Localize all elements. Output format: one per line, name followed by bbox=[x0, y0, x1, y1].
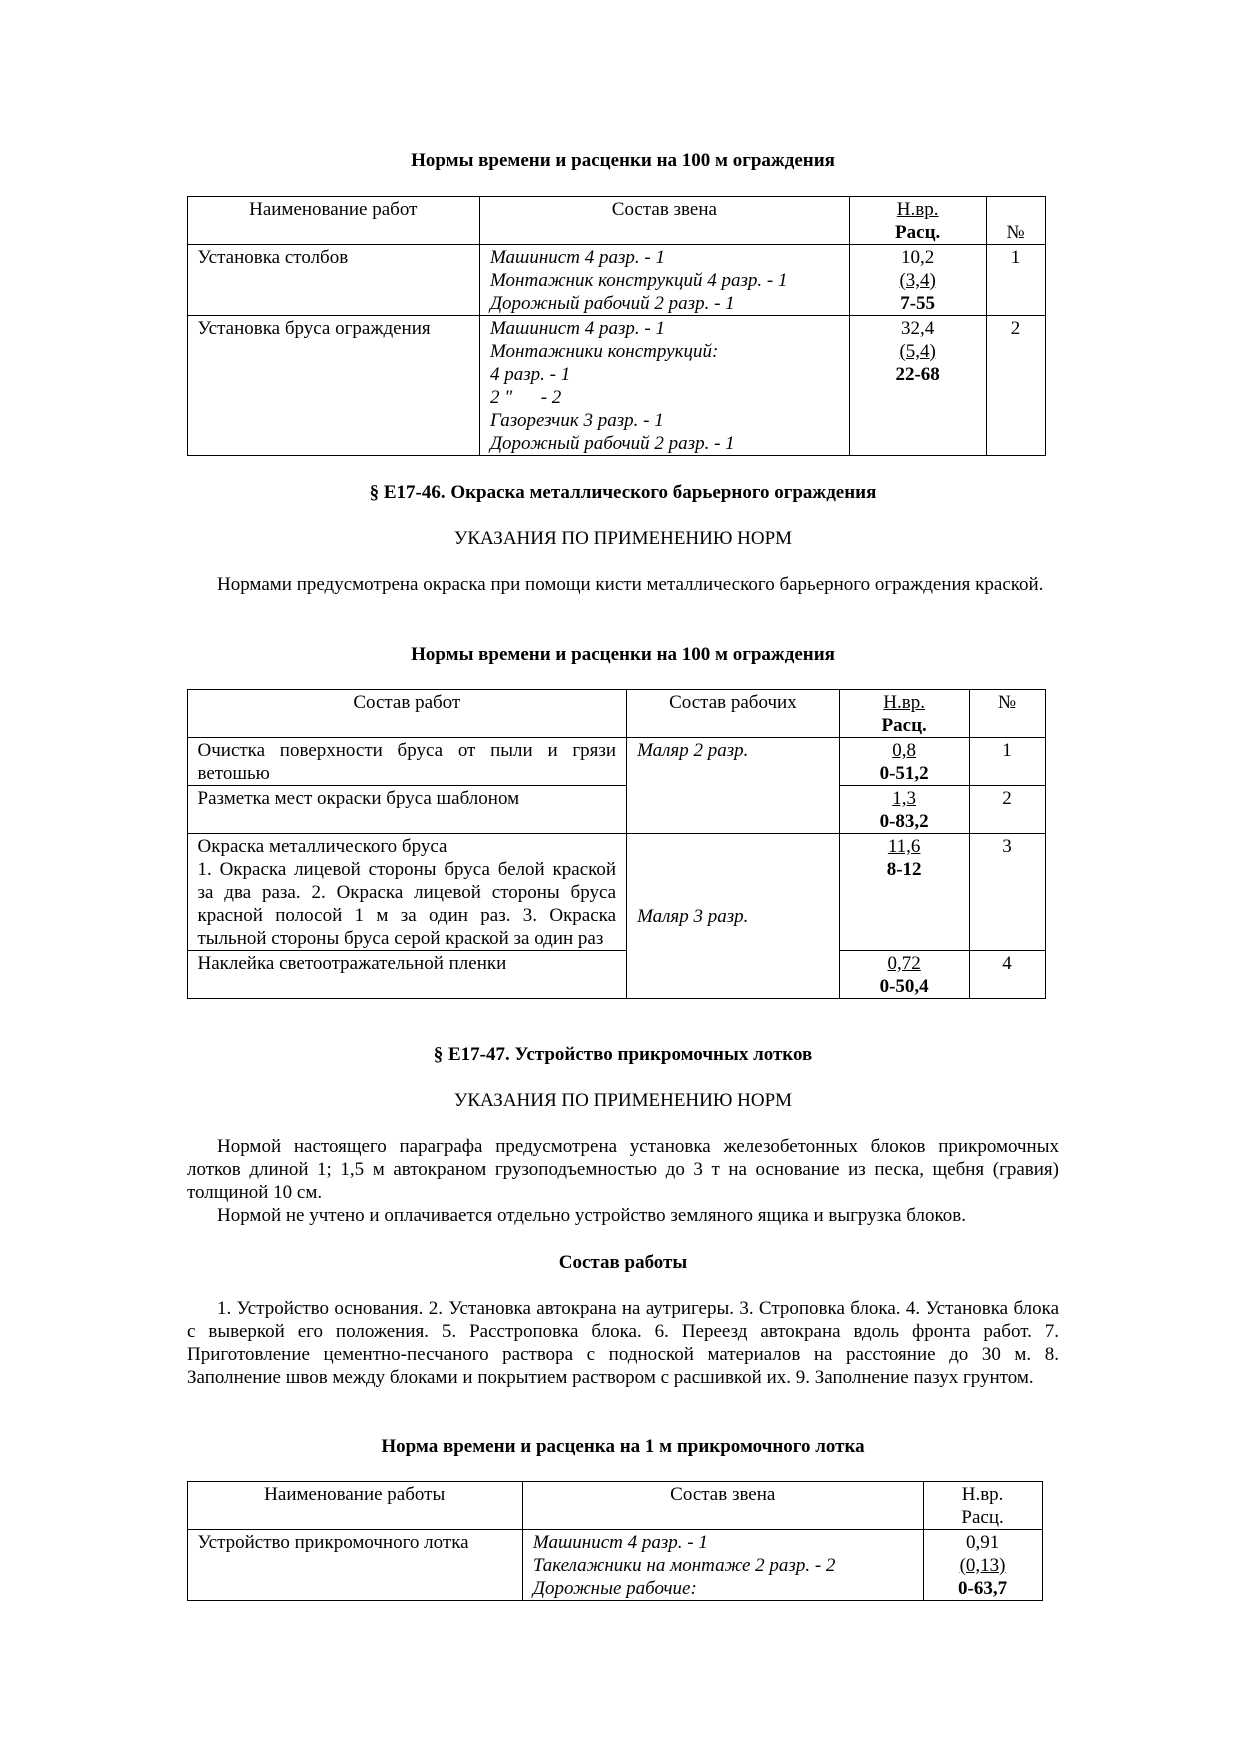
paragraph: Нормой не учтено и оплачивается отдельно устройство земляного ящика и выгрузка блоков. bbox=[217, 1205, 966, 1226]
crew-line: Дорожный рабочий 2 разр. - 1 bbox=[489, 433, 735, 454]
paragraph: Нормой настоящего параграфа предусмотрена установка железобетонных блоков прикромочных лотков длиной 1; 1,5 м автокраном грузоподъемностью до 3 т на основание из песка, щебня (гравия) толщиной 10 см. bbox=[187, 1136, 1059, 1203]
norm-cell bbox=[923, 1530, 1042, 1601]
rate-label: Расц. bbox=[895, 222, 941, 243]
crew-line: Машинист 4 разр. - 1 bbox=[532, 1532, 708, 1553]
work-description: Наклейка светоотражательной пленки bbox=[187, 951, 627, 999]
rate-value: 0-63,7 bbox=[958, 1578, 1008, 1599]
guidance-title: УКАЗАНИЯ ПО ПРИМЕНЕНИЮ НОРМ bbox=[453, 1090, 793, 1111]
crew-line: Машинист 4 разр. - 1 bbox=[489, 318, 665, 339]
rate-value: 0-50,4 bbox=[879, 976, 929, 997]
section-e17-46-heading: § Е17-46. Окраска металлического барьерного ограждения bbox=[369, 482, 877, 503]
work-description bbox=[187, 834, 627, 951]
norm-cell bbox=[839, 834, 969, 951]
rate-value: 8-12 bbox=[886, 859, 922, 880]
table2 bbox=[187, 689, 1046, 999]
row-number: 4 bbox=[969, 951, 1045, 999]
norm-cell bbox=[849, 316, 986, 456]
norm-value: 0,72 bbox=[887, 953, 921, 974]
row-number: 3 bbox=[969, 834, 1045, 951]
norm-value: 10,2 bbox=[901, 247, 935, 268]
workers-cell: Маляр 2 разр. bbox=[627, 738, 840, 834]
crew-line: Монтажник конструкций 4 разр. - 1 bbox=[489, 270, 788, 291]
work-steps: 1. Окраска лицевой стороны бруса белой краской за два раза. 2. Окраска лицевой стороны бруса красной полосой 1 м за один раз. 3. Окраска тыльной стороны бруса серой краской за один раз bbox=[197, 859, 617, 949]
crew-line: Машинист 4 разр. - 1 bbox=[489, 247, 665, 268]
table2-header-num: № bbox=[969, 690, 1045, 738]
crew-line: Такелажники на монтаже 2 разр. - 2 bbox=[532, 1555, 836, 1576]
table3-header-name: Наименование работы bbox=[187, 1482, 522, 1530]
norm-sub-value: (5,4) bbox=[899, 341, 936, 362]
table1-header-num: № bbox=[986, 197, 1045, 245]
paragraph: Нормами предусмотрена окраска при помощи кисти металлического барьерного ограждения краской. bbox=[217, 574, 1044, 595]
work-description: Очистка поверхности бруса от пыли и грязи ветошью bbox=[187, 738, 627, 786]
rate-label: Расц. bbox=[961, 1507, 1004, 1528]
work-composition-title: Состав работы bbox=[558, 1252, 688, 1273]
norm-cell bbox=[839, 951, 969, 999]
row-number: 1 bbox=[969, 738, 1045, 786]
norm-cell bbox=[839, 738, 969, 786]
guidance-title: УКАЗАНИЯ ПО ПРИМЕНЕНИЮ НОРМ bbox=[453, 528, 793, 549]
work-description: Разметка мест окраски бруса шаблоном bbox=[187, 786, 627, 834]
rate-value: 7-55 bbox=[900, 293, 936, 314]
table1-header-row bbox=[187, 197, 1045, 245]
norm-value: 32,4 bbox=[901, 318, 935, 339]
row-number: 2 bbox=[986, 316, 1045, 456]
crew-cell bbox=[479, 316, 849, 456]
norm-value: 11,6 bbox=[887, 836, 921, 857]
table-row bbox=[187, 245, 1045, 316]
norm-cell bbox=[839, 786, 969, 834]
table2-header-norm bbox=[839, 690, 969, 738]
crew-cell bbox=[522, 1530, 923, 1601]
work-title: Окраска металлического бруса bbox=[197, 836, 448, 857]
table-row bbox=[187, 738, 1045, 786]
table3-header-row bbox=[187, 1482, 1042, 1530]
rate-value: 0-51,2 bbox=[879, 763, 929, 784]
crew-cell bbox=[479, 245, 849, 316]
work-name: Устройство прикромочного лотка bbox=[187, 1530, 522, 1601]
section-e17-47-heading: § Е17-47. Устройство прикромочных лотков bbox=[433, 1044, 813, 1065]
norm-sub-value: (0,13) bbox=[959, 1555, 1006, 1576]
table3 bbox=[187, 1481, 1043, 1601]
row-number: 2 bbox=[969, 786, 1045, 834]
crew-line: Газорезчик 3 разр. - 1 bbox=[489, 410, 664, 431]
workers-cell: Маляр 3 разр. bbox=[627, 834, 840, 999]
work-name: Установка бруса ограждения bbox=[187, 316, 479, 456]
norm-cell bbox=[849, 245, 986, 316]
table2-header-work: Состав работ bbox=[187, 690, 627, 738]
table-row bbox=[187, 786, 1045, 834]
norm-sub-value: (3,4) bbox=[899, 270, 936, 291]
table-row bbox=[187, 951, 1045, 999]
paragraph: 1. Устройство основания. 2. Установка автокрана на аутригеры. 3. Строповка блока. 4. Установка блока с выверкой его положения. 5. Расстроповка блока. 6. Переезд автокрана вдоль фронта работ. 7. Приготовление цементно-песчаного раствора с подноской материалов на расстояние до 30 м. 8. Заполнение швов между блоками и покрытием раствором с расшивкой их. 9. Заполнение пазух грунтом. bbox=[187, 1298, 1059, 1388]
rate-value: 0-83,2 bbox=[879, 811, 929, 832]
rate-value: 22-68 bbox=[895, 364, 940, 385]
row-number: 1 bbox=[986, 245, 1045, 316]
work-name: Установка столбов bbox=[187, 245, 479, 316]
table1 bbox=[187, 196, 1046, 456]
crew-line: Дорожные рабочие: bbox=[532, 1578, 697, 1599]
crew-line: 2 " - 2 bbox=[489, 387, 562, 408]
crew-line: 4 разр. - 1 bbox=[489, 364, 571, 385]
table1-header-norm bbox=[849, 197, 986, 245]
norm-value: 0,91 bbox=[965, 1532, 1000, 1553]
table2-header-workers: Состав рабочих bbox=[627, 690, 840, 738]
table3-title: Норма времени и расценка на 1 м прикромочного лотка bbox=[381, 1436, 865, 1457]
table1-title: Нормы времени и расценки на 100 м ограждения bbox=[411, 150, 835, 171]
table1-header-crew: Состав звена bbox=[479, 197, 849, 245]
rate-label: Расц. bbox=[881, 715, 927, 736]
table-row bbox=[187, 834, 1045, 951]
norm-value: 1,3 bbox=[892, 788, 917, 809]
norm-label: Н.вр. bbox=[896, 199, 939, 220]
crew-line: Монтажники конструкций: bbox=[489, 341, 719, 362]
table3-header-norm bbox=[923, 1482, 1042, 1530]
table3-header-crew: Состав звена bbox=[522, 1482, 923, 1530]
table-row bbox=[187, 316, 1045, 456]
table2-title: Нормы времени и расценки на 100 м ограждения bbox=[411, 644, 835, 665]
table-row bbox=[187, 1530, 1042, 1601]
table1-header-name: Наименование работ bbox=[187, 197, 479, 245]
norm-label: Н.вр. bbox=[883, 692, 925, 713]
norm-label: Н.вр. bbox=[961, 1484, 1004, 1505]
norm-value: 0,8 bbox=[892, 740, 917, 761]
crew-line: Дорожный рабочий 2 разр. - 1 bbox=[489, 293, 735, 314]
table2-header-row bbox=[187, 690, 1045, 738]
